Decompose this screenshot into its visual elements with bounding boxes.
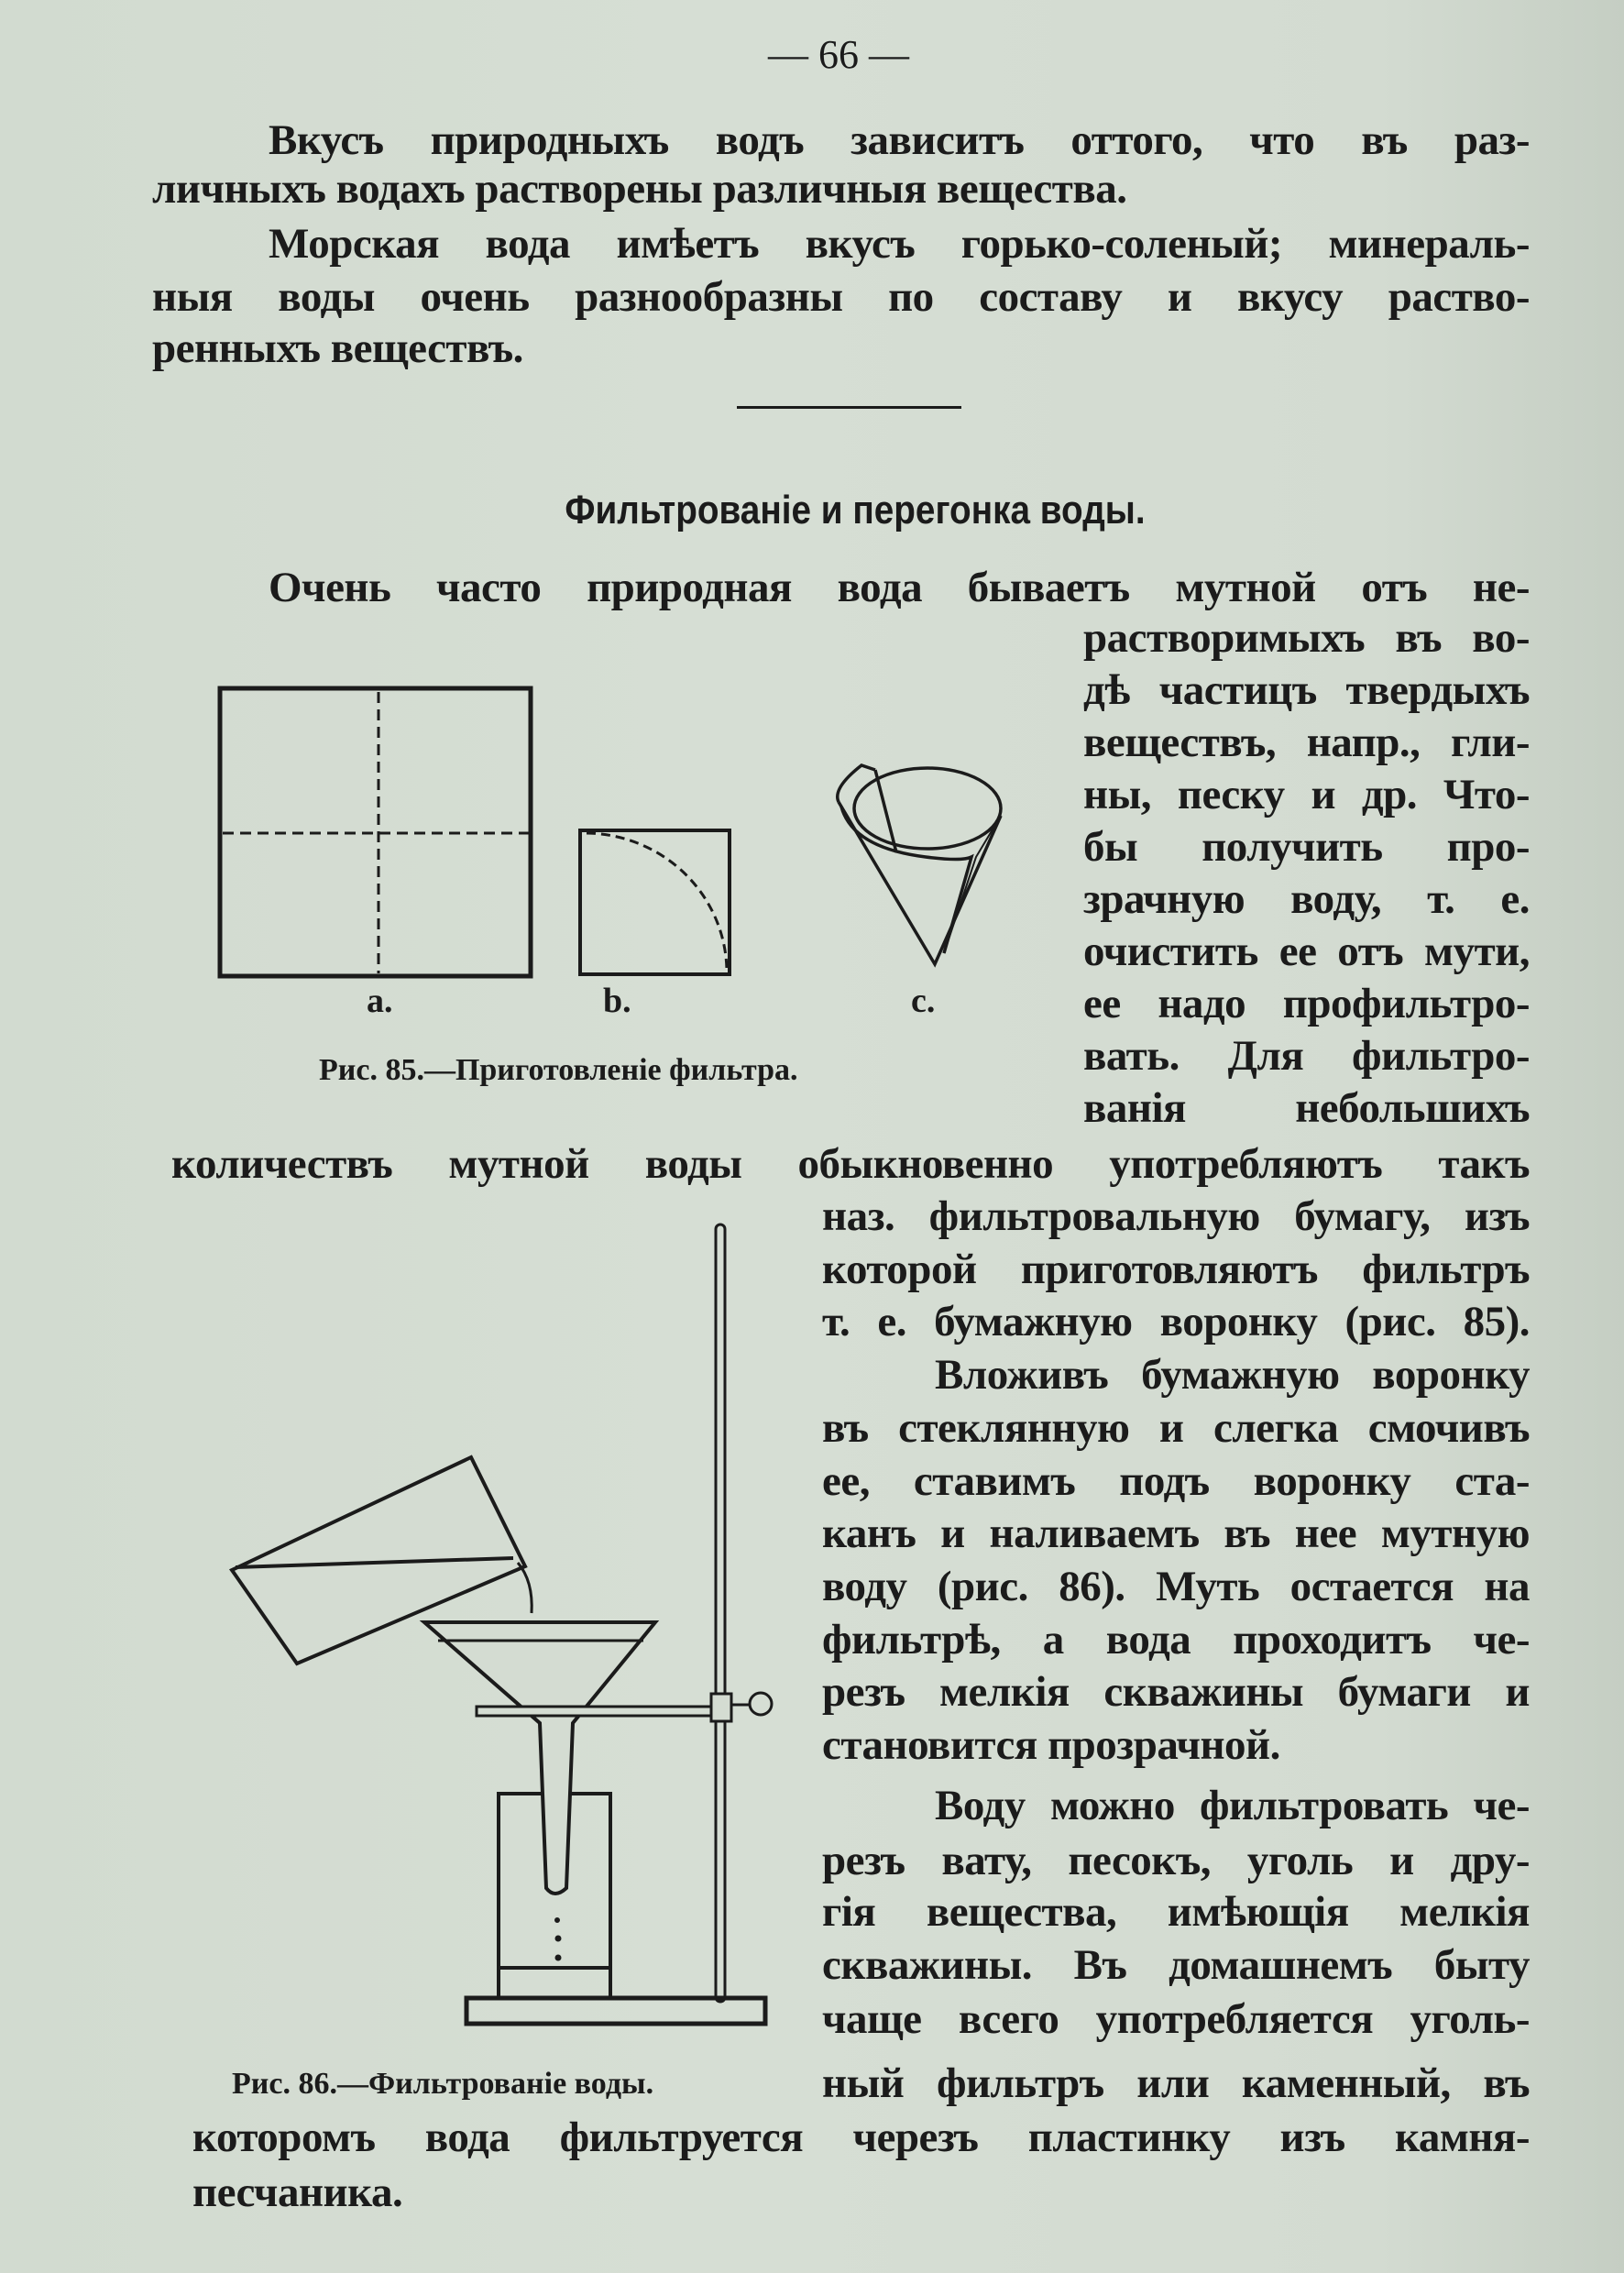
text-line: песчаника. bbox=[192, 2169, 403, 2216]
text-line: воду (рис. 86). Муть остается на bbox=[822, 1563, 1530, 1610]
text-line: ванія небольшихъ bbox=[1083, 1084, 1530, 1132]
text-line: фильтрѣ, а вода проходитъ че- bbox=[822, 1616, 1530, 1664]
text-line: т. е. бумажную воронку (рис. 85). bbox=[822, 1298, 1530, 1345]
text-line: Вложивъ бумажную воронку bbox=[935, 1351, 1530, 1399]
text-line: Вкусъ природныхъ водъ зависитъ оттого, что въ раз- bbox=[269, 116, 1530, 164]
text-line: ный фильтръ или каменный, въ bbox=[822, 2059, 1530, 2107]
text-line: которомъ вода фильтруется черезъ пластинку изъ камня- bbox=[192, 2114, 1530, 2161]
text-line: становится прозрачной. bbox=[822, 1721, 1280, 1769]
text-line: Очень часто природная вода бываетъ мутной отъ не- bbox=[269, 564, 1530, 611]
text-line: бы получить про- bbox=[1083, 823, 1530, 871]
text-line: ренныхъ веществъ. bbox=[152, 324, 523, 372]
text-line: гія вещества, имѣющія мелкія bbox=[822, 1888, 1530, 1936]
figure-85-caption: Рис. 85.—Приготовленіе фильтра. bbox=[319, 1053, 798, 1087]
text-line: количествъ мутной воды обыкновенно употребляютъ такъ bbox=[171, 1140, 1530, 1188]
figure-label-a: a. bbox=[367, 982, 393, 1020]
text-line: скважины. Въ домашнемъ быту bbox=[822, 1941, 1530, 1989]
text-line: чаще всего употребляется уголь- bbox=[822, 1995, 1530, 2043]
text-line: канъ и наливаемъ въ нее мутную bbox=[822, 1510, 1530, 1557]
figure-label-b: b. bbox=[603, 982, 631, 1020]
text-line: веществъ, напр., гли- bbox=[1083, 719, 1530, 766]
text-line: личныхъ водахъ растворены различныя вещества. bbox=[152, 165, 1127, 213]
text-line: резъ вату, песокъ, уголь и дру- bbox=[822, 1837, 1530, 1884]
page-number: — 66 — bbox=[768, 32, 909, 77]
text-line: которой приготовляютъ фильтръ bbox=[822, 1246, 1530, 1293]
stand-rod bbox=[716, 1224, 725, 2002]
text-line: въ стеклянную и слегка смочивъ bbox=[822, 1404, 1530, 1452]
glass-funnel bbox=[424, 1622, 655, 1960]
text-line: Воду можно фильтровать че- bbox=[935, 1782, 1530, 1829]
figure-label-c: c. bbox=[911, 982, 936, 1020]
text-line: очистить ее отъ мути, bbox=[1083, 928, 1530, 975]
text-line: ее надо профильтро- bbox=[1083, 980, 1530, 1027]
text-line: ны, песку и др. Что- bbox=[1083, 771, 1530, 818]
text-line: наз. фильтровальную бумагу, изъ bbox=[822, 1192, 1530, 1240]
text-line: ныя воды очень разнообразны по составу и вкусу раство- bbox=[152, 273, 1530, 321]
text-line: зрачную воду, т. е. bbox=[1083, 875, 1530, 923]
figure-86-caption: Рис. 86.—Фильтрованіе воды. bbox=[232, 2067, 654, 2101]
text-line: вать. Для фильтро- bbox=[1083, 1032, 1530, 1080]
text-line: дѣ частицъ твердыхъ bbox=[1083, 666, 1530, 714]
text-line: ее, ставимъ подъ воронку ста- bbox=[822, 1457, 1530, 1505]
text-line: резъ мелкія скважины бумаги и bbox=[822, 1668, 1530, 1716]
text-line: Морская вода имѣетъ вкусъ горько-соленый; минераль- bbox=[269, 220, 1530, 268]
section-heading: Фильтрованіе и перегонка воды. bbox=[565, 488, 1146, 533]
text-line: растворимыхъ въ во- bbox=[1083, 614, 1530, 662]
